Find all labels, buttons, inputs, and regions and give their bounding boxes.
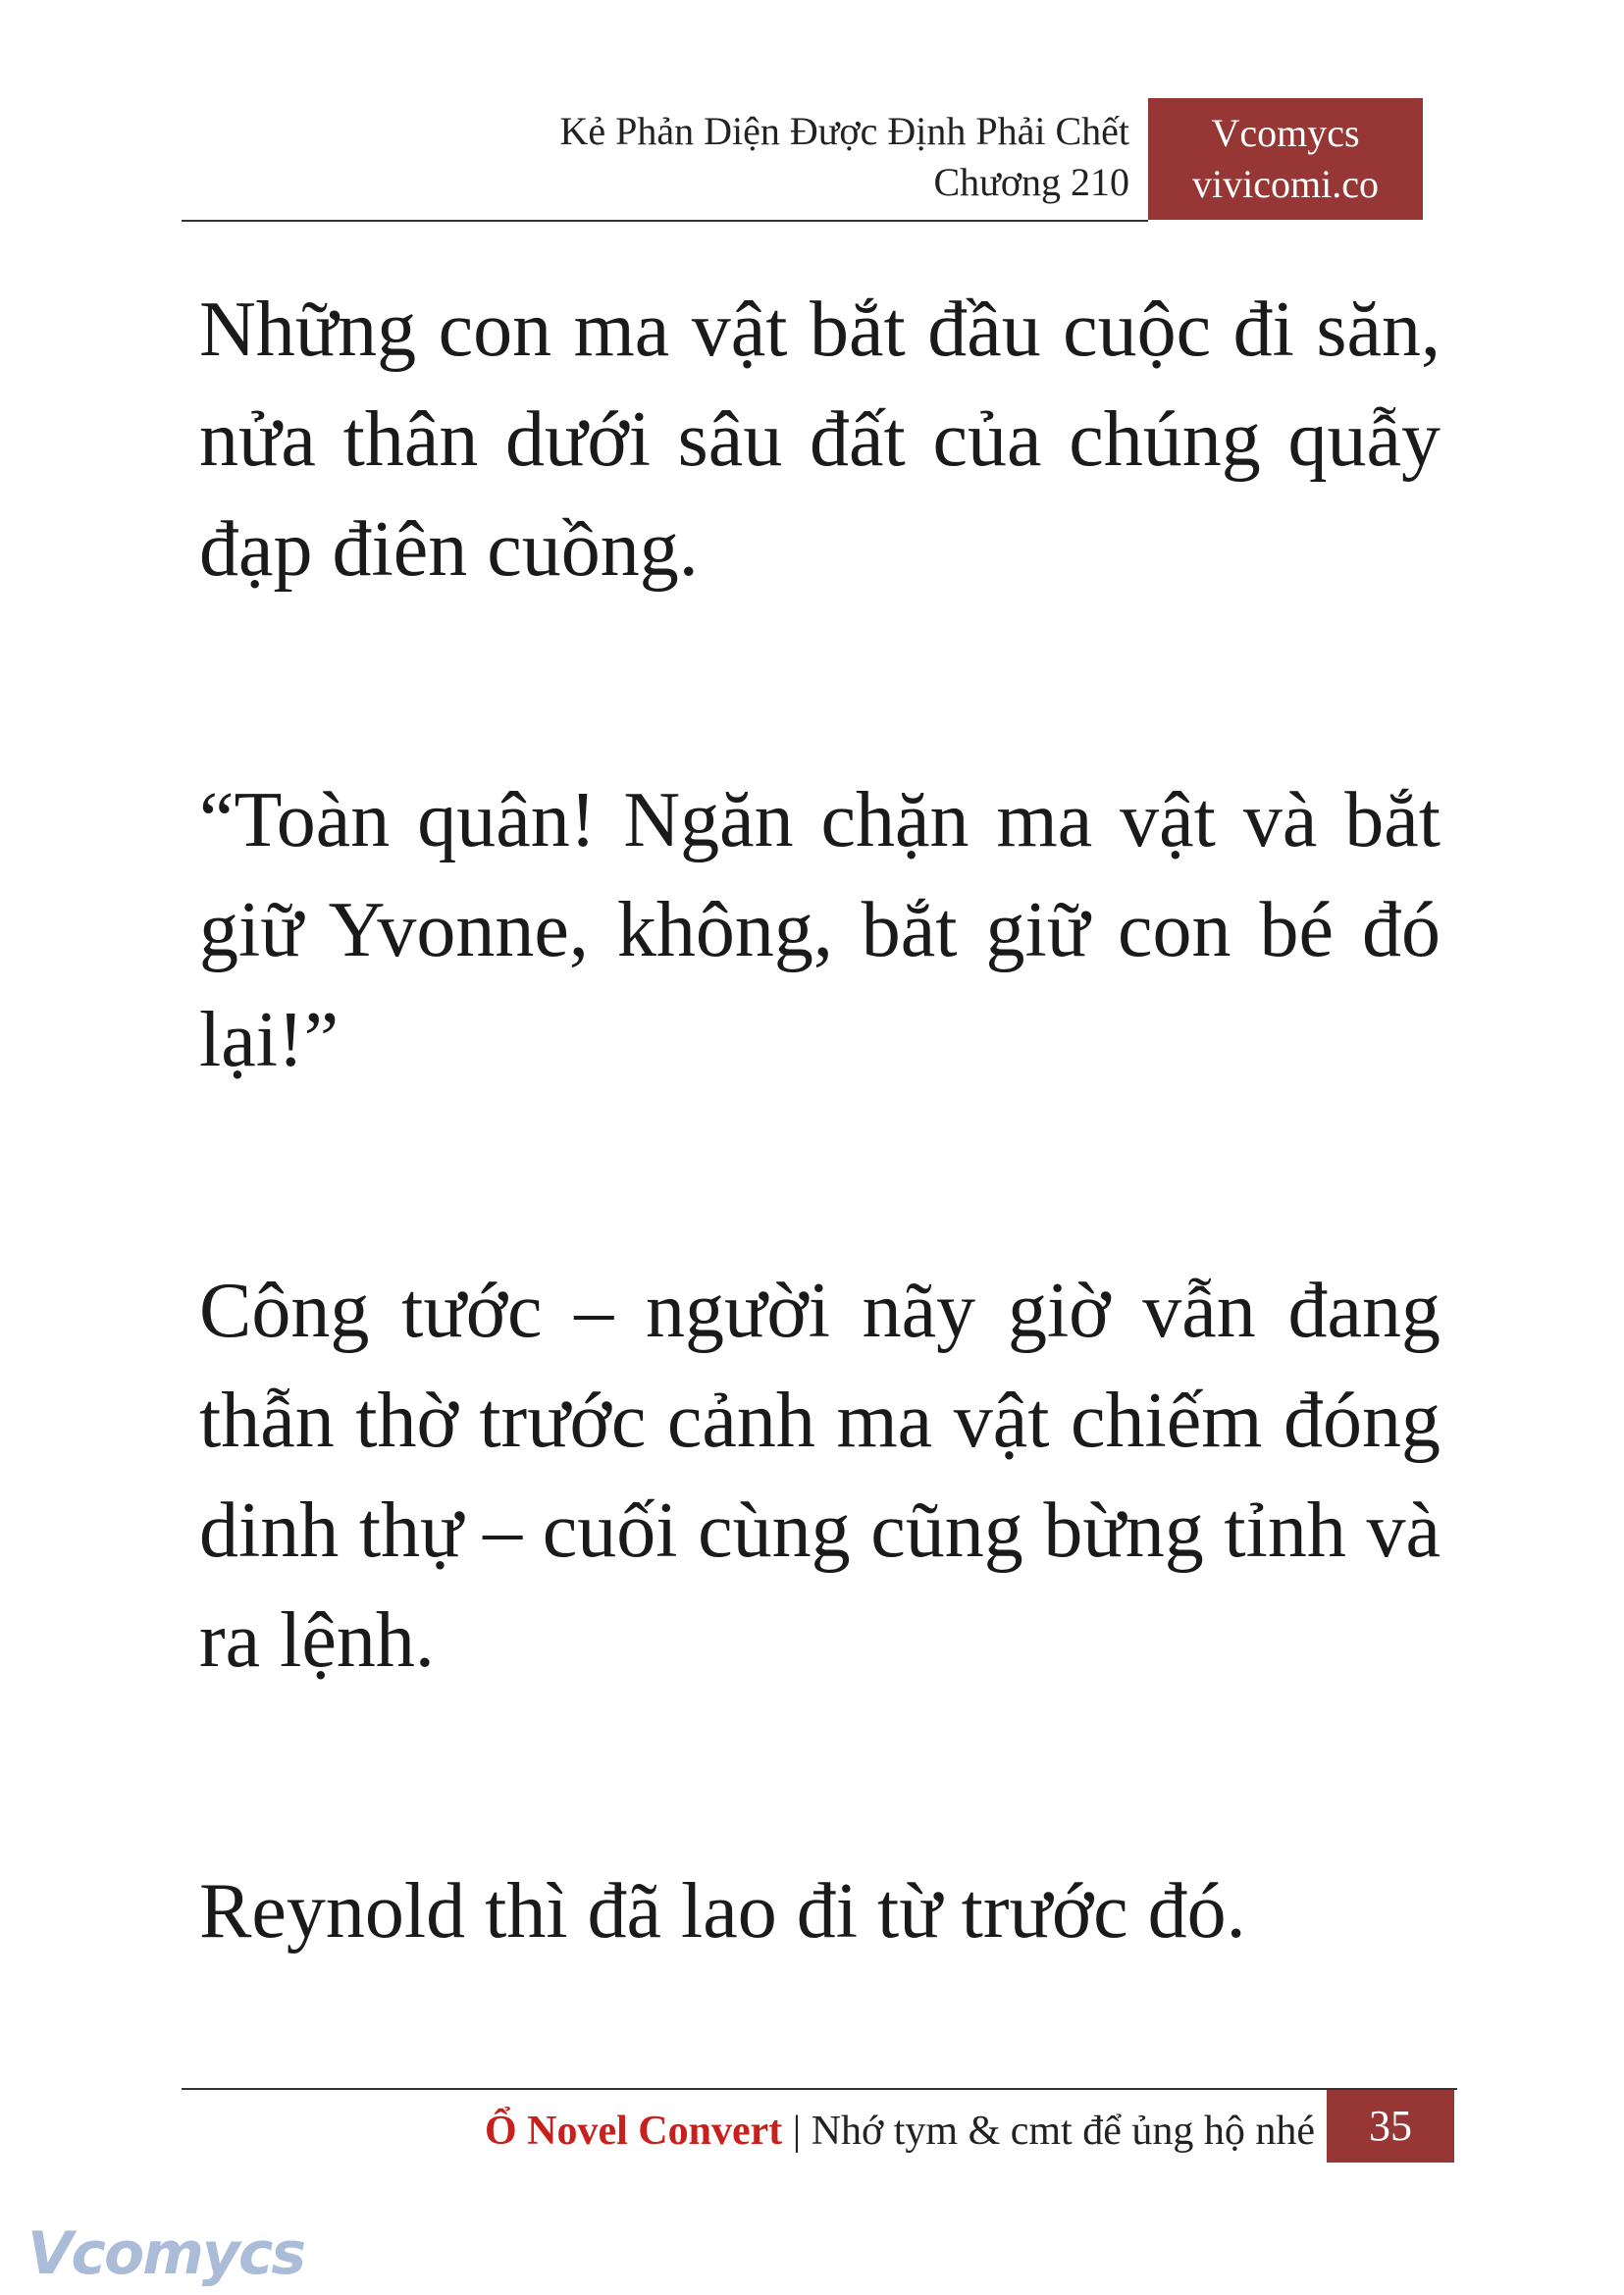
paragraph: Những con ma vật bắt đầu cuộc đi săn, nửa thân dưới sâu đất của chúng quẫy đạp điên cuồng. (199, 287, 1441, 593)
paragraph: Reynold thì đã lao đi từ trước đó. (199, 1868, 1246, 1955)
header-divider (182, 220, 1148, 222)
footer-separator: | (782, 2109, 812, 2154)
page-header (344, 106, 1129, 208)
badge-line-brand: Vcomycs (1211, 111, 1360, 155)
page-footer (236, 2100, 1315, 2163)
book-title: Kẻ Phản Diện Được Định Phải Chết (559, 109, 1129, 153)
watermark-logo: Vcomycs (27, 2219, 305, 2288)
site-badge (1148, 98, 1423, 220)
footer-brand: Ổ Novel Convert (484, 2109, 783, 2154)
chapter-body (199, 275, 1441, 1966)
footer-divider (182, 2088, 1457, 2090)
footer-message: Nhớ tym & cmt để ủng hộ nhé (811, 2109, 1315, 2154)
page-number: 35 (1327, 2090, 1454, 2163)
badge-line-url: vivicomi.co (1192, 162, 1379, 206)
chapter-label: Chương 210 (933, 160, 1129, 204)
paragraph: “Toàn quân! Ngăn chặn ma vật và bắt giữ Yvonne, không, bắt giữ con bé đó lại!” (199, 777, 1441, 1083)
paragraph: Công tước – người nãy giờ vẫn đang thẫn thờ trước cảnh ma vật chiếm đóng dinh thự – cuối cùng cũng bừng tỉnh và ra lệnh. (199, 1268, 1441, 1684)
